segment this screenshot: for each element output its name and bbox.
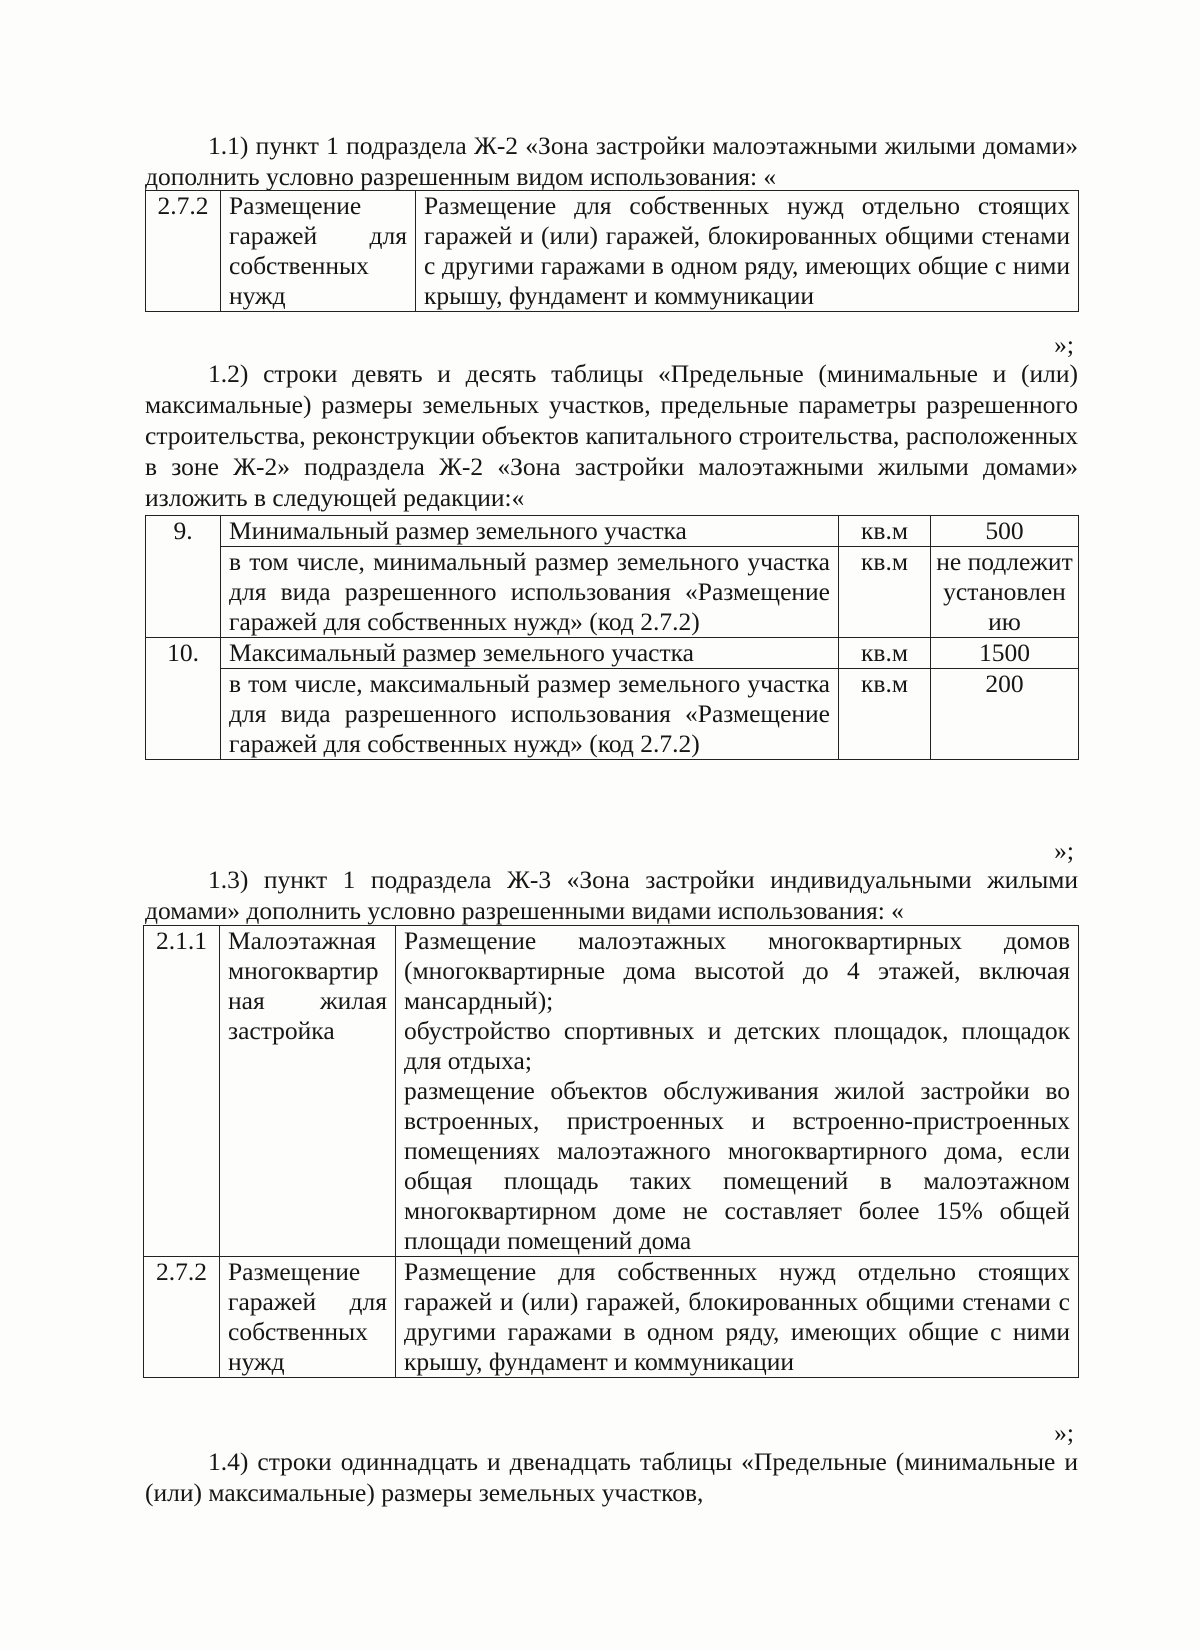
row-unit: кв.м	[839, 638, 931, 669]
description-part: Размещение малоэтажных многоквартирных домов (многоквартирные дома высотой до 4 этажей, включая мансардный);	[404, 926, 1070, 1015]
table-row	[144, 1257, 1079, 1378]
row-text: в том числе, максимальный размер земельного участка для вида разрешенного использования «Размещение гаражей для собственных нужд» (код 2.7.2)	[221, 669, 839, 760]
table-row	[146, 191, 1079, 312]
row-unit: кв.м	[839, 669, 931, 760]
vri-description: Размещение для собственных нужд отдельно стоящих гаражей и (или) гаражей, блокированных общими стенами с другими гаражами в одном ряду, имеющих общие с ними крышу, фундамент и коммуникации	[396, 1257, 1079, 1378]
table-row	[146, 547, 1079, 638]
table-row	[146, 516, 1079, 547]
table-1-3	[143, 925, 1079, 1378]
closing-quote-1-2: »;	[1054, 836, 1074, 865]
row-text: Максимальный размер земельного участка	[221, 638, 839, 669]
vri-name: Размещение гаражей для собственных нужд	[220, 1257, 396, 1378]
row-value: не подлежит установлен ию	[931, 547, 1079, 638]
vri-name: Размещение гаражей для собственных нужд	[221, 191, 416, 312]
row-text: в том числе, минимальный размер земельного участка для вида разрешенного использования «Размещение гаражей для собственных нужд» (код 2.7.2)	[221, 547, 839, 638]
vri-code: 2.1.1	[144, 926, 220, 1257]
paragraph-1-2: 1.2) строки девять и десять таблицы «Предельные (минимальные и (или) максимальные) размеры земельных участков, предельные параметры разрешенного строительства, реконструкции объектов капитального строительства, расположенных в зоне Ж-2» подраздела Ж-2 «Зона застройки малоэтажными жилыми домами» изложить в следующей редакции:«	[145, 359, 1078, 512]
row-unit: кв.м	[839, 516, 931, 547]
vri-name: Малоэтажная многоквартир ная жилая застройка	[220, 926, 396, 1257]
paragraph-1-4: 1.4) строки одиннадцать и двенадцать таблицы «Предельные (минимальные и (или) максимальные) размеры земельных участков,	[145, 1447, 1078, 1507]
row-number: 9.	[146, 516, 221, 638]
table-row	[146, 669, 1079, 760]
paragraph-1-3: 1.3) пункт 1 подраздела Ж-3 «Зона застройки индивидуальными жилыми домами» дополнить условно разрешенными видами использования: «	[145, 865, 1078, 925]
table-row	[146, 638, 1079, 669]
vri-code: 2.7.2	[144, 1257, 220, 1378]
closing-quote-1-3: »;	[1054, 1418, 1074, 1447]
row-value: 1500	[931, 638, 1079, 669]
row-value: 500	[931, 516, 1079, 547]
row-unit: кв.м	[839, 547, 931, 638]
vri-description	[396, 926, 1079, 1257]
row-number: 10.	[146, 638, 221, 760]
description-part: размещение объектов обслуживания жилой застройки во встроенных, пристроенных и встроенно-пристроенных помещениях малоэтажного многоквартирного дома, если общая площадь таких помещений в малоэтажном многоквартирном доме не составляет более 15% общей площади помещений дома	[404, 1076, 1070, 1255]
vri-code: 2.7.2	[146, 191, 221, 312]
paragraph-1-1: 1.1) пункт 1 подраздела Ж-2 «Зона застройки малоэтажными жилыми домами» дополнить условно разрешенным видом использования: «	[145, 131, 1078, 191]
row-text: Минимальный размер земельного участка	[221, 516, 839, 547]
row-value: 200	[931, 669, 1079, 760]
table-1-2	[145, 515, 1079, 760]
description-part: обустройство спортивных и детских площадок, площадок для отдыха;	[404, 1016, 1070, 1075]
table-row	[144, 926, 1079, 1257]
table-1-1	[145, 190, 1079, 312]
closing-quote-1-1: »;	[1054, 330, 1074, 359]
vri-description: Размещение для собственных нужд отдельно стоящих гаражей и (или) гаражей, блокированных общими стенами с другими гаражами в одном ряду, имеющих общие с ними крышу, фундамент и коммуникации	[416, 191, 1079, 312]
